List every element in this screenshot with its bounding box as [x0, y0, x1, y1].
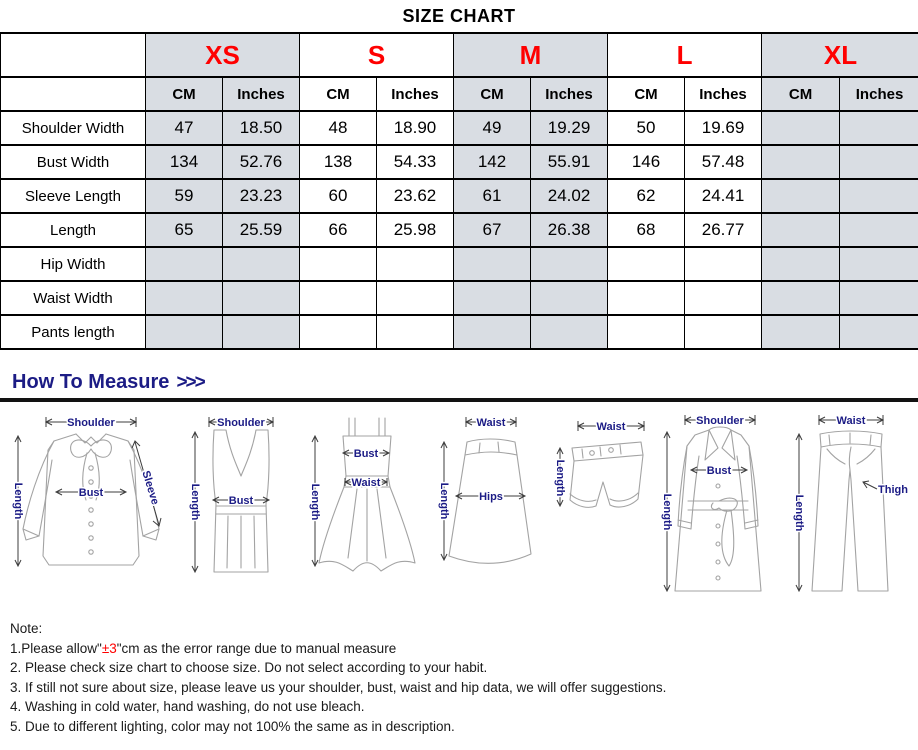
unit-header-inches[interactable]: Inches — [223, 77, 300, 111]
table-row-pants-length — [1, 315, 918, 349]
coat-illustration — [655, 408, 780, 606]
value-cell[interactable] — [685, 315, 762, 349]
measure-label-shoulder: Shoulder — [67, 417, 115, 429]
corner-cell[interactable] — [1, 33, 146, 77]
measure-label-waist: Waist — [836, 415, 866, 427]
measure-label-bust: Bust — [353, 448, 378, 460]
error-range-highlight: ±3 — [101, 640, 117, 656]
unit-header-inches[interactable]: Inches — [377, 77, 454, 111]
value-cell[interactable] — [146, 315, 223, 349]
value-cell[interactable] — [840, 247, 918, 281]
note-text: 1.Please allow" — [10, 640, 102, 656]
measure-label-length: Length — [12, 482, 24, 520]
value-cell[interactable] — [685, 281, 762, 315]
measure-label-thigh: Thigh — [878, 484, 908, 496]
measure-label-length: Length — [792, 494, 805, 532]
value-cell[interactable]: 68 — [608, 213, 685, 247]
value-cell[interactable]: 50 — [608, 111, 685, 145]
value-cell[interactable] — [146, 281, 223, 315]
note-line-4: 4. Washing in cold water, hand washing, do not use bleach. — [10, 699, 365, 714]
value-cell[interactable]: 23.23 — [223, 179, 300, 213]
how-to-measure-heading — [12, 371, 918, 394]
value-cell[interactable] — [531, 281, 608, 315]
value-cell[interactable]: 25.59 — [223, 213, 300, 247]
value-cell[interactable]: 23.62 — [377, 179, 454, 213]
unit-header-inches[interactable]: Inches — [840, 77, 918, 111]
value-cell[interactable] — [840, 145, 918, 179]
value-cell[interactable] — [762, 111, 840, 145]
table-row-waist-width — [1, 281, 918, 315]
measure-label-bust: Bust — [78, 487, 104, 499]
value-cell[interactable]: 57.48 — [685, 145, 762, 179]
size-col-header-xs[interactable]: XS — [146, 33, 300, 77]
size-col-header-l[interactable]: L — [608, 33, 762, 77]
shorts-illustration — [548, 408, 648, 606]
value-cell[interactable] — [300, 247, 377, 281]
size-header-row — [1, 33, 918, 77]
dress-illustration — [305, 408, 430, 606]
value-cell[interactable]: 134 — [146, 145, 223, 179]
row-label-shoulder-width[interactable]: Shoulder Width — [1, 111, 146, 145]
row-label-hip-width[interactable]: Hip Width — [1, 247, 146, 281]
value-cell[interactable]: 24.02 — [531, 179, 608, 213]
table-row-sleeve-length — [1, 179, 918, 213]
value-cell[interactable]: 49 — [454, 111, 531, 145]
size-col-header-xl[interactable]: XL — [762, 33, 918, 77]
chevrons-icon: >>> — [176, 372, 204, 393]
value-cell[interactable]: 18.50 — [223, 111, 300, 145]
value-cell[interactable] — [840, 315, 918, 349]
value-cell[interactable]: 26.38 — [531, 213, 608, 247]
measure-label-waist: Waist — [477, 417, 506, 429]
row-label-waist-width[interactable]: Waist Width — [1, 281, 146, 315]
value-cell[interactable] — [377, 315, 454, 349]
size-table — [0, 32, 918, 350]
value-cell[interactable] — [608, 247, 685, 281]
value-cell[interactable] — [146, 247, 223, 281]
measure-label-length: Length — [554, 459, 567, 497]
value-cell[interactable]: 55.91 — [531, 145, 608, 179]
value-cell[interactable] — [762, 247, 840, 281]
measure-label-length: Length — [188, 483, 201, 521]
unit-header-inches[interactable]: Inches — [531, 77, 608, 111]
value-cell[interactable]: 26.77 — [685, 213, 762, 247]
value-cell[interactable] — [531, 247, 608, 281]
measure-label-waist: Waist — [351, 477, 381, 489]
value-cell[interactable] — [762, 281, 840, 315]
measure-label-length: Length — [308, 483, 321, 521]
skirt-illustration — [436, 408, 541, 606]
value-cell[interactable] — [840, 281, 918, 315]
value-cell[interactable]: 142 — [454, 145, 531, 179]
unit-header-row — [1, 77, 918, 111]
value-cell[interactable] — [608, 315, 685, 349]
value-cell[interactable]: 19.69 — [685, 111, 762, 145]
measure-label-hips: Hips — [479, 491, 504, 503]
value-cell[interactable] — [300, 281, 377, 315]
table-row-hip-width — [1, 247, 918, 281]
pants-illustration — [787, 408, 912, 606]
measure-label-bust: Bust — [706, 465, 732, 477]
value-cell[interactable] — [377, 247, 454, 281]
measure-arrow — [863, 481, 877, 489]
value-cell[interactable]: 62 — [608, 179, 685, 213]
value-cell[interactable]: 25.98 — [377, 213, 454, 247]
value-cell[interactable] — [840, 111, 918, 145]
row-label-pants-length[interactable]: Pants length — [1, 315, 146, 349]
measure-label-length: Length — [661, 493, 674, 531]
unit-header-cm[interactable]: CM — [608, 77, 685, 111]
value-cell[interactable]: 59 — [146, 179, 223, 213]
note-line-3: 3. If still not sure about size, please leave us your shoulder, bust, waist and hip data, we will offer suggestions. — [10, 679, 667, 695]
value-cell[interactable]: 18.90 — [377, 111, 454, 145]
notes-section — [10, 619, 918, 736]
blank-cell[interactable] — [1, 77, 146, 111]
value-cell[interactable]: 61 — [454, 179, 531, 213]
measure-label-shoulder: Shoulder — [216, 417, 265, 429]
table-row-length — [1, 213, 918, 247]
value-cell[interactable]: 146 — [608, 145, 685, 179]
row-label-sleeve-length[interactable]: Sleeve Length — [1, 179, 146, 213]
value-cell[interactable] — [762, 213, 840, 247]
value-cell[interactable] — [454, 281, 531, 315]
value-cell[interactable] — [762, 179, 840, 213]
value-cell[interactable] — [223, 281, 300, 315]
value-cell[interactable]: 48 — [300, 111, 377, 145]
value-cell[interactable] — [608, 281, 685, 315]
how-to-measure-label: How To Measure — [12, 371, 170, 393]
value-cell[interactable]: 67 — [454, 213, 531, 247]
measure-label-sleeve: Sleeve — [139, 469, 162, 507]
value-cell[interactable] — [223, 247, 300, 281]
size-col-header-m[interactable]: M — [454, 33, 608, 77]
value-cell[interactable] — [762, 315, 840, 349]
notes-heading: Note: — [10, 621, 43, 636]
value-cell[interactable]: 65 — [146, 213, 223, 247]
note-text: "cm as the error range due to manual measure — [116, 640, 397, 656]
table-row-bust-width — [1, 145, 918, 179]
value-cell[interactable] — [300, 315, 377, 349]
size-col-header-s[interactable]: S — [300, 33, 454, 77]
value-cell[interactable] — [762, 145, 840, 179]
note-line-1 — [10, 639, 918, 659]
unit-header-cm[interactable]: CM — [300, 77, 377, 111]
note-line-5: 5. Due to different lighting, color may not 100% the same as in description. — [10, 718, 455, 734]
measure-label-waist: Waist — [596, 421, 626, 433]
value-cell[interactable]: 24.41 — [685, 179, 762, 213]
value-cell[interactable]: 138 — [300, 145, 377, 179]
note-line-2: 2. Please check size chart to choose size. Do not select according to your habit. — [10, 660, 488, 675]
value-cell[interactable]: 54.33 — [377, 145, 454, 179]
unit-header-cm[interactable]: CM — [146, 77, 223, 111]
value-cell[interactable] — [223, 315, 300, 349]
value-cell[interactable]: 19.29 — [531, 111, 608, 145]
value-cell[interactable]: 60 — [300, 179, 377, 213]
vest-illustration — [183, 408, 298, 606]
value-cell[interactable] — [454, 315, 531, 349]
value-cell[interactable] — [840, 213, 918, 247]
measure-label-length: Length — [438, 482, 451, 520]
row-label-length-selected-cell[interactable]: Length — [1, 213, 146, 247]
row-label-bust-width[interactable]: Bust Width — [1, 145, 146, 179]
value-cell[interactable]: 47 — [146, 111, 223, 145]
value-cell[interactable] — [840, 179, 918, 213]
value-cell[interactable] — [454, 247, 531, 281]
unit-header-inches[interactable]: Inches — [685, 77, 762, 111]
measurement-diagrams — [0, 402, 918, 610]
value-cell[interactable]: 66 — [300, 213, 377, 247]
unit-header-cm[interactable]: CM — [762, 77, 840, 111]
value-cell[interactable] — [531, 315, 608, 349]
unit-header-cm[interactable]: CM — [454, 77, 531, 111]
measure-label-shoulder: Shoulder — [696, 415, 744, 427]
value-cell[interactable]: 52.76 — [223, 145, 300, 179]
measure-label-bust: Bust — [228, 495, 254, 507]
value-cell[interactable] — [685, 247, 762, 281]
blouse-illustration — [6, 408, 176, 606]
page-title: SIZE CHART — [402, 5, 516, 26]
table-row-shoulder-width — [1, 111, 918, 145]
value-cell[interactable] — [377, 281, 454, 315]
